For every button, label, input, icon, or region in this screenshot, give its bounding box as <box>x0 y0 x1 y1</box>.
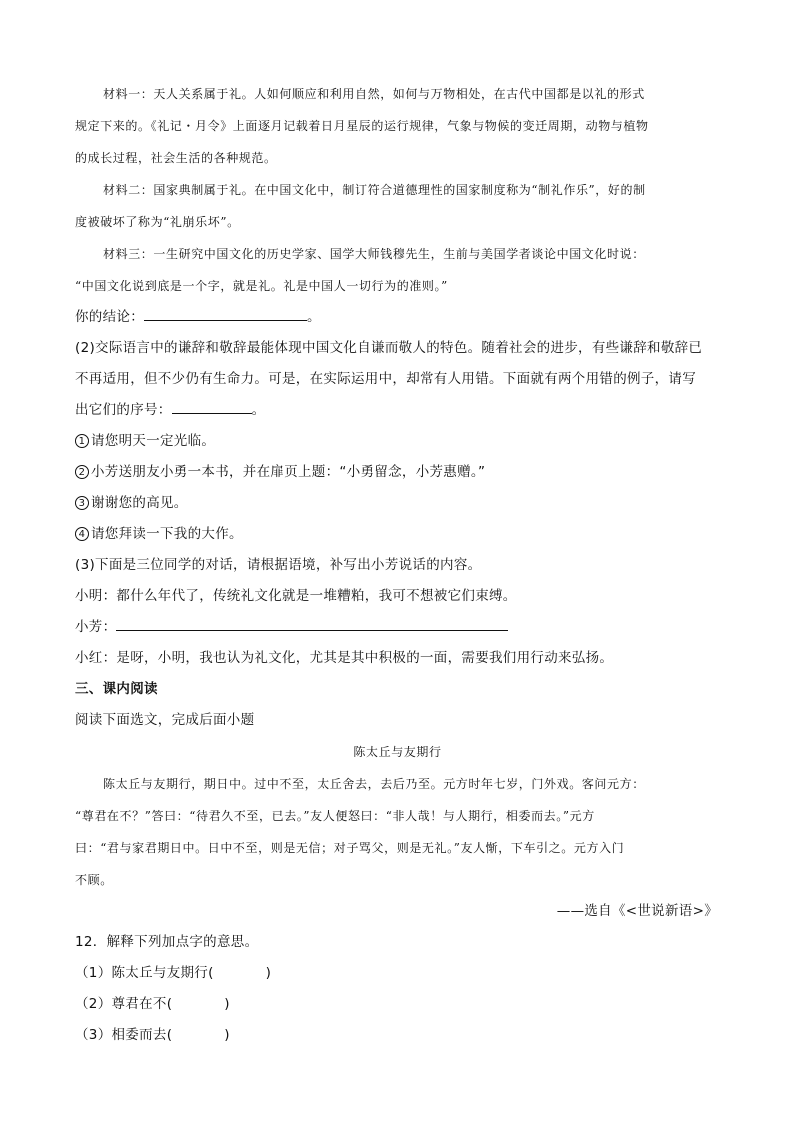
item-text: （1）陈太丘与友期行( <box>75 965 214 981</box>
item-text: （2）尊君在不( <box>75 996 173 1012</box>
section-heading: 三、课内阅读 <box>75 681 158 697</box>
material-1-line-1: 材料一：天人关系属于礼。人如何顺应和利用自然，如何与万物相处，在古代中国都是以礼的形式 <box>103 87 645 101</box>
document-page <box>75 78 720 1051</box>
option-item <box>75 519 720 550</box>
circled-number: 4 <box>75 527 89 541</box>
material-1-line-2: 规定下来的。《礼记・月令》上面逐月记载着日月星辰的运行规律，气象与物候的变迁周期，动物与植物 <box>75 119 649 133</box>
conclusion-end: 。 <box>307 309 321 325</box>
circled-number: 2 <box>75 465 89 479</box>
material-1-line-3: 的成长过程，社会生活的各种规范。 <box>75 151 277 165</box>
item-text: （3）相委而去( <box>75 1027 173 1043</box>
xiaofang-label: 小芳： <box>75 619 117 635</box>
option-item <box>75 426 720 457</box>
option-text: 请您明天一定光临。 <box>91 433 216 449</box>
circled-number: 1 <box>75 434 89 448</box>
passage-line-1: 陈太丘与友期行，期日中。过中不至，太丘舍去，去后乃至。元方时年七岁，门外戏。客问元方： <box>103 777 645 791</box>
question-3-intro: (3)下面是三位同学的对话，请根据语境，补写出小芳说话的内容。 <box>75 557 482 573</box>
option-text: 小芳送朋友小勇一本书，并在扉页上题：“小勇留念，小芳惠赠。” <box>91 464 486 480</box>
dialogue-xiaohong: 小红：是呀，小明，我也认为礼文化，尤其是其中积极的一面，需要我们用行动来弘扬。 <box>75 650 614 666</box>
circled-number: 3 <box>75 496 89 510</box>
question-12-item <box>75 958 720 989</box>
question-2-line-1: (2)交际语言中的谦辞和敬辞最能体现中国文化自谦而敬人的特色。随着社会的进步，有些谦辞和敬辞已 <box>75 340 703 356</box>
passage-title: 陈太丘与友期行 <box>353 745 442 759</box>
conclusion-label: 你的结论： <box>75 309 144 325</box>
passage-line-2: “尊君在不？”答曰：“待君久不至，已去。”友人便怒曰：“非人哉！与人期行，相委而去。”元方 <box>75 809 595 823</box>
item-close: ) <box>224 996 230 1012</box>
material-2-line-2: 度被破坏了称为“礼崩乐坏”。 <box>75 215 240 229</box>
question-2-line-3 <box>75 395 720 426</box>
option-text: 谢谢您的高见。 <box>91 495 188 511</box>
question-12-item <box>75 1020 720 1051</box>
passage-line-3: 曰：“君与家君期日中。日中不至，则是无信；对子骂父，则是无礼。”友人惭，下车引之。元方入门 <box>75 841 625 855</box>
passage-source: ——选自《<世说新语>》 <box>556 903 718 919</box>
material-3-line-1: 材料三：一生研究中国文化的历史学家、国学大师钱穆先生，生前与美国学者谈论中国文化时说： <box>103 247 645 261</box>
passage-line-4: 不顾。 <box>75 873 113 887</box>
question-2-end: 。 <box>251 402 266 418</box>
question-2-line-2: 不再适用，但不少仍有生命力。可是，在实际运用中，却常有人用错。下面就有两个用错的例子，请写 <box>75 371 696 387</box>
option-text: 请您拜读一下我的大作。 <box>91 526 243 542</box>
dialogue-xiaoming: 小明：都什么年代了，传统礼文化就是一堆糟粕，我可不想被它们束缚。 <box>75 588 517 604</box>
question-2-label: 出它们的序号： <box>75 402 172 418</box>
item-close: ) <box>265 965 272 981</box>
option-item <box>75 488 720 519</box>
item-close: ) <box>224 1027 230 1043</box>
reading-instruction: 阅读下面选文，完成后面小题 <box>75 712 255 728</box>
conclusion-line <box>75 302 720 333</box>
question-12-item <box>75 989 720 1020</box>
option-item <box>75 457 720 488</box>
question-2-answer-blank[interactable] <box>172 399 252 414</box>
material-3-line-2: “中国文化说到底是一个字，就是礼。礼是中国人一切行为的准则。” <box>75 279 448 293</box>
question-12-heading: 12．解释下列加点字的意思。 <box>75 934 259 950</box>
conclusion-answer-blank[interactable] <box>144 306 307 321</box>
dialogue-xiaofang <box>75 612 720 643</box>
material-2-line-1: 材料二：国家典制属于礼。在中国文化中，制订符合道德理性的国家制度称为“制礼作乐”，好的制 <box>103 183 646 197</box>
xiaofang-answer-blank[interactable] <box>116 616 508 631</box>
